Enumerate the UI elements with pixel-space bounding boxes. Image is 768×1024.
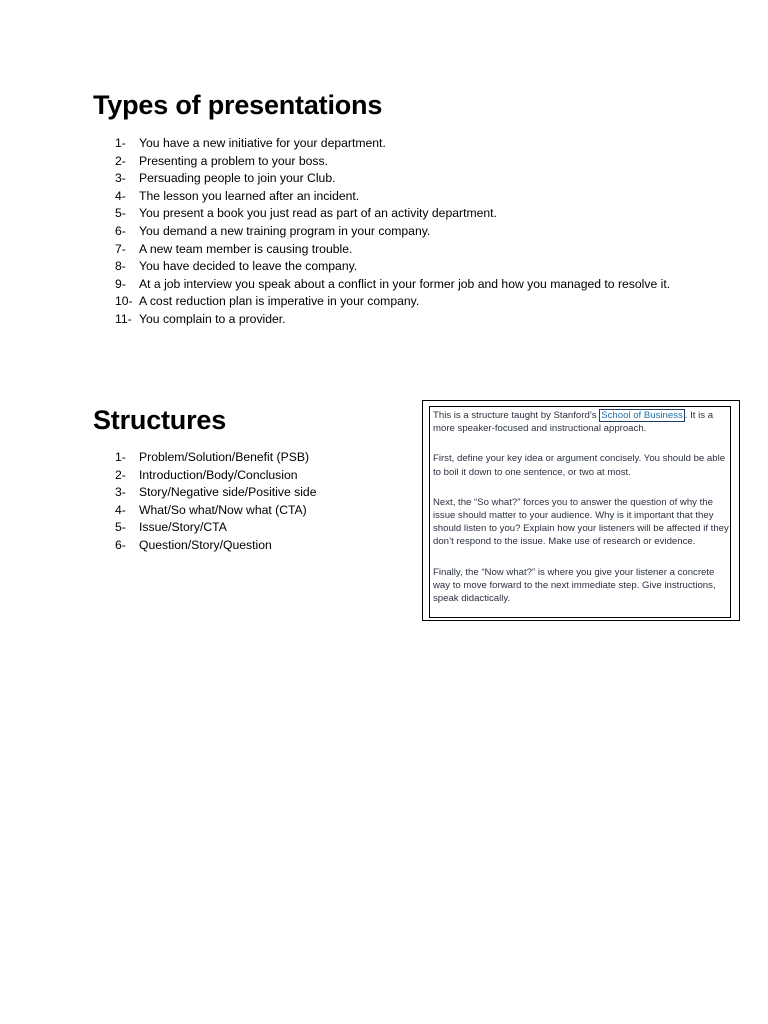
now-what-paragraph: Finally, the “Now what?” is where you give your listener a concrete way to move forward to the next immediate step. Give instructions, speak didactically.: [433, 566, 716, 605]
list-item: [115, 502, 395, 520]
item-text: A new team member is causing trouble.: [139, 241, 353, 256]
item-text: You complain to a provider.: [139, 311, 286, 326]
list-item: [115, 153, 675, 171]
item-number: 7-: [115, 241, 126, 256]
school-of-business-link[interactable]: School of Business: [601, 410, 683, 421]
item-text: Introduction/Body/Conclusion: [139, 467, 298, 482]
stanford-text-frame: [429, 406, 731, 618]
list-item: [115, 293, 675, 311]
first-step-paragraph: First, define your key idea or argument concisely. You should be able to boil it down to one sentence, or two at most.: [433, 453, 726, 478]
item-text: Story/Negative side/Positive side: [139, 485, 317, 500]
item-text: Question/Story/Question: [139, 537, 272, 552]
item-text: What/So what/Now what (CTA): [139, 502, 307, 517]
types-list: [115, 135, 675, 329]
list-item: [115, 537, 395, 555]
item-number: 6-: [115, 537, 126, 552]
list-item: [115, 170, 675, 188]
item-number: 3-: [115, 485, 126, 500]
item-number: 9-: [115, 276, 126, 291]
item-number: 2-: [115, 153, 126, 168]
item-number: 4-: [115, 502, 126, 517]
item-text: The lesson you learned after an incident.: [139, 188, 360, 203]
item-number: 4-: [115, 188, 126, 203]
list-item: [115, 484, 395, 502]
intro-text: This is a structure taught by Stanford’s: [433, 410, 600, 421]
item-number: 3-: [115, 171, 126, 186]
list-item: [115, 311, 675, 329]
so-what-paragraph: Next, the “So what?” forces you to answer the question of why the issue should matter to your audience. Why is it important that they should listen to you? Explain how your listeners will be affected if they don’t respond to the issue. Make use of research or evidence.: [433, 496, 729, 548]
item-text: Issue/Story/CTA: [139, 520, 227, 535]
item-text: You present a book you just read as part of an activity department.: [139, 206, 497, 221]
item-text: At a job interview you speak about a conflict in your former job and how you managed to resolve it.: [139, 276, 671, 291]
list-item: [115, 449, 395, 467]
list-item: [115, 258, 675, 276]
item-text: You have a new initiative for your department.: [139, 136, 386, 150]
list-item: [115, 467, 395, 485]
list-item: [115, 241, 675, 259]
list-item: [115, 135, 675, 153]
intro-text-rest: . It is a more speaker-focused and instructional approach.: [433, 410, 714, 435]
item-text: Persuading people to join your Club.: [139, 171, 336, 186]
item-number: 10-: [115, 294, 133, 309]
item-text: Presenting a problem to your boss.: [139, 153, 329, 168]
item-number: 5-: [115, 520, 126, 535]
item-number: 1-: [115, 136, 126, 150]
stanford-structure-box: [422, 400, 740, 621]
item-number: 5-: [115, 206, 126, 221]
list-item: [115, 519, 395, 537]
intro-paragraph: [433, 409, 730, 435]
item-number: 8-: [115, 259, 126, 274]
item-text: Problem/Solution/Benefit (PSB): [139, 450, 310, 464]
list-item: [115, 223, 675, 241]
structures-heading: Structures: [93, 405, 227, 435]
list-item: [115, 205, 675, 223]
item-number: 6-: [115, 223, 126, 238]
list-item: [115, 188, 675, 206]
item-text: A cost reduction plan is imperative in your company.: [139, 294, 420, 309]
item-number: 11-: [115, 311, 132, 326]
item-number: 2-: [115, 467, 126, 482]
list-item: [115, 276, 675, 294]
item-number: 1-: [115, 450, 126, 464]
item-text: You demand a new training program in your company.: [139, 223, 431, 238]
item-text: You have decided to leave the company.: [139, 259, 358, 274]
structures-list: [115, 449, 395, 555]
types-heading: Types of presentations: [93, 90, 383, 120]
